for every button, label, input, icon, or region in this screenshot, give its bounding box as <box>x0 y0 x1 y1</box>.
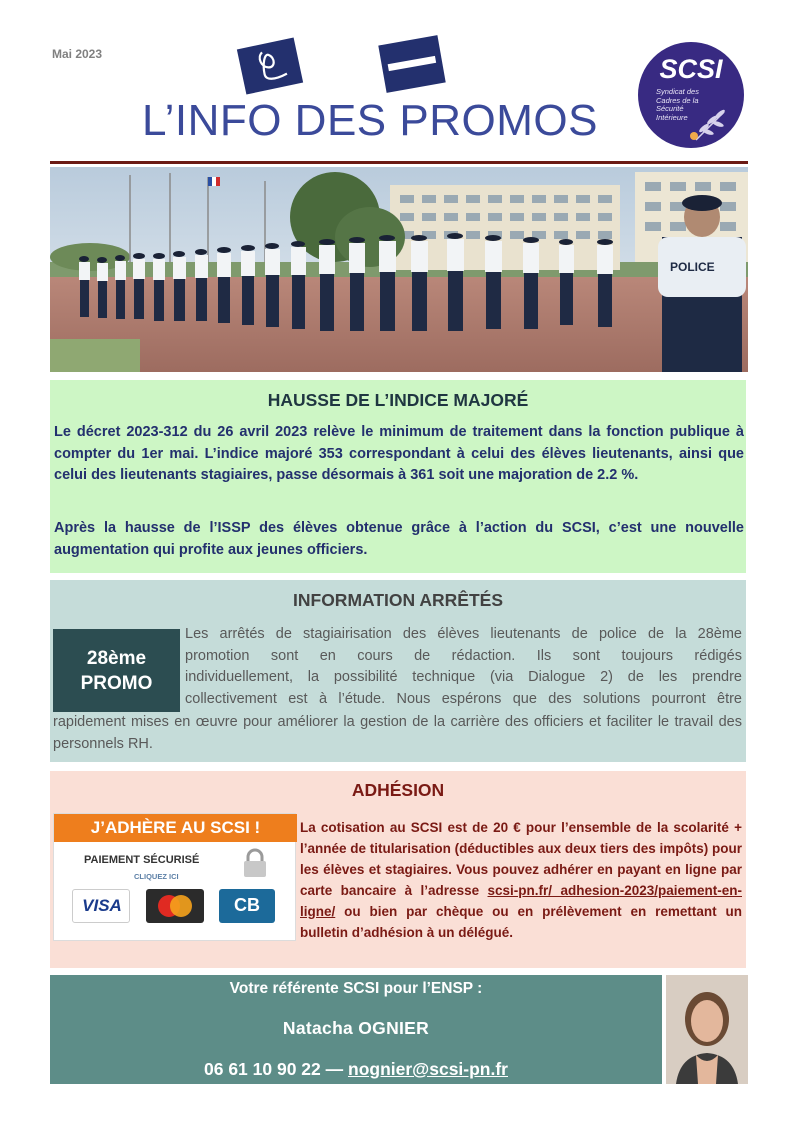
adhesion-banner: J’ADHÈRE AU SCSI ! <box>54 814 297 842</box>
cadets-parade-photo <box>50 167 748 372</box>
scsi-logo <box>638 42 744 148</box>
adhesion-text: La cotisation au SCSI est de 20 € pour l’ensemble de la scolarité + l’année de titularisation (déductibles aux deux tiers des impôts) pour les élèves et stagiaires. Vous pouvez adhérer en payant en ligne par carte bancaire à l’adresse scsi-pn.fr/ adhesion-2023/paiement-en-ligne/ ou bien par chèque ou en prélèvement en remettant un bulletin d’adhésion à un délégué. <box>300 820 742 940</box>
adhesion-payment-button[interactable] <box>53 813 296 941</box>
mastercard-icon <box>146 889 204 923</box>
referent-phone: 06 61 10 90 22 — <box>204 1059 348 1079</box>
promo-badge <box>53 629 180 712</box>
arretes-section <box>50 580 746 762</box>
click-here-label: CLIQUEZ ICI <box>134 872 179 881</box>
promo-badge-line-1: 28ème <box>86 648 147 669</box>
arretes-paragraph-rest: rapidement mises en œuvre pour améliorer la gestion de la carrière des officiers et faciliter le travail des personnels RH. <box>53 714 742 752</box>
referent-label: Votre référente SCSI pour l’ENSP : <box>229 980 483 997</box>
padlock-icon <box>242 848 268 878</box>
hausse-paragraph-1: Le décret 2023-312 du 26 avril 2023 relève le minimum de traitement dans la fonction publique à compter du 1er mai. L’indice majoré 353 correspondant à celui des élèves lieutenants, ainsi que celui des lieutenants stagiaires, passe désormais à 361 soit une majoration de 2.2 %. <box>54 424 744 483</box>
contact-footer <box>50 975 662 1084</box>
arretes-line-2: promotion sont en cours de rédaction. Ils sont toujours rédigés <box>185 647 742 664</box>
hausse-paragraph-2: Après la hausse de l’ISSP des élèves obtenue grâce à l’action du SCSI, c’est une nouvelle augmentation qui profite aux jeunes officiers. <box>54 520 744 558</box>
promo-badge-line-2: PROMO <box>80 673 153 694</box>
adhesion-payment-link[interactable]: scsi-pn.fr/ adhesion-2023/paiement-en-ligne/ <box>300 883 742 919</box>
hausse-section <box>50 380 746 573</box>
issue-date: Mai 2023 <box>52 47 103 61</box>
logo-wordmark: SCSI <box>659 54 723 84</box>
police-shirt-label: POLICE <box>670 260 715 274</box>
hausse-heading: HAUSSE DE L’INDICE MAJORÉ <box>267 390 529 410</box>
rank-bar-icon <box>378 35 445 93</box>
secure-payment-label: PAIEMENT SÉCURISÉ <box>84 854 200 866</box>
arretes-line-4: collectivement est à l’étude. Nous espérons que des solutions pourront être <box>185 690 742 707</box>
referent-email-link[interactable]: nognier@scsi-pn.fr <box>348 1059 508 1079</box>
referent-name: Natacha OGNIER <box>282 1018 430 1038</box>
logo-subtitle: Syndicat des Cadres de la Sécurité Intérieure <box>656 87 699 122</box>
rank-insignia-icon <box>237 37 303 94</box>
referent-portrait <box>666 975 748 1084</box>
adhesion-section <box>50 771 746 968</box>
newsletter-title: L’INFO DES PROMOS <box>142 96 598 145</box>
arretes-heading: INFORMATION ARRÊTÉS <box>293 590 503 610</box>
arretes-line-3: individuellement, la possibilité technique (via Dialogue 2) de les prendre <box>185 669 742 685</box>
referent-contact <box>50 1059 662 1080</box>
adhesion-heading: ADHÉSION <box>351 780 445 800</box>
cb-card-icon: CB <box>219 889 275 923</box>
visa-card-icon: VISA <box>72 889 130 923</box>
arretes-line-1: Les arrêtés de stagiairisation des élèves lieutenants de police de la 28ème <box>185 626 742 642</box>
header-divider <box>50 161 748 164</box>
olive-branch-icon <box>638 42 744 148</box>
